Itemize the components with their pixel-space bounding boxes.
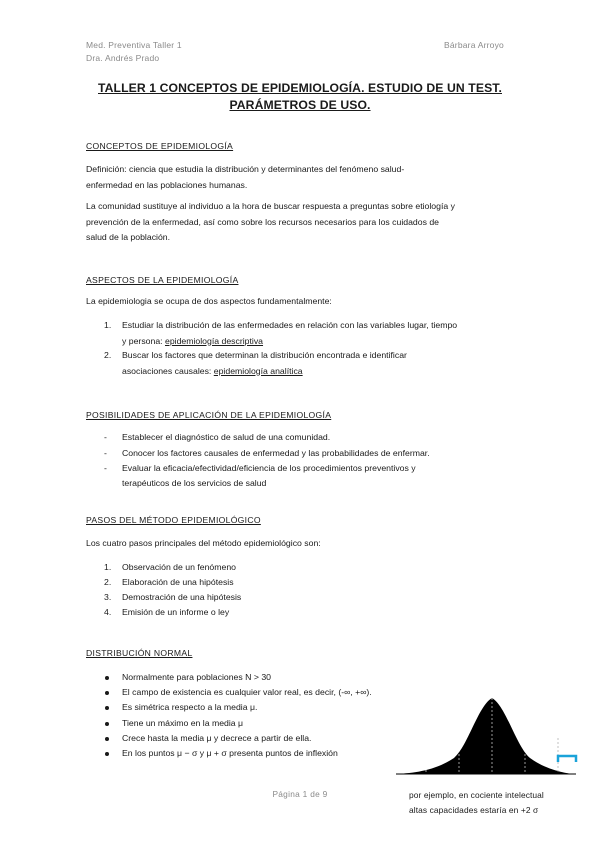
text-line: La comunidad sustituye al individuo a la hora de buscar respuesta a preguntas sobre etiología y	[86, 201, 455, 211]
bullet-dot	[105, 676, 109, 680]
list-item: Demostración de una hipótesis	[122, 592, 242, 602]
bullet-dot	[105, 737, 109, 741]
list-item: El campo de existencia es cualquier valor real, es decir, (-∞, +∞).	[122, 687, 372, 697]
title-line-1: TALLER 1 CONCEPTOS DE EPIDEMIOLOGÍA. ESTUDIO DE UN TEST.	[98, 81, 502, 95]
text-line: salud de la población.	[86, 232, 171, 242]
text-line: altas capacidades estaría en +2 σ	[409, 805, 539, 815]
link-epidemiologia-analitica[interactable]: epidemiología analítica	[213, 365, 303, 376]
section-heading-pasos: PASOS DEL MÉTODO EPIDEMIOLÓGICO	[86, 515, 261, 525]
header-teacher: Dra. Andrés Prado	[86, 53, 160, 63]
dash-marker: -	[104, 432, 107, 442]
list-item	[122, 318, 522, 349]
list-item: Crece hasta la media μ y decrece a partir de ella.	[122, 733, 312, 743]
bell-curve-illustration	[396, 678, 592, 782]
page-number: Página 1 de 9	[272, 789, 328, 799]
text-prefix: asociaciones causales:	[122, 365, 214, 376]
section-heading-conceptos: CONCEPTOS DE EPIDEMIOLOGÍA	[86, 141, 234, 151]
text-line: Estudiar la distribución de las enfermedades en relación con las variables lugar, tiempo	[122, 320, 458, 330]
curve-caption	[409, 788, 544, 818]
list-item: Establecer el diagnóstico de salud de una comunidad.	[122, 432, 331, 442]
text-line	[122, 364, 522, 380]
link-epidemiologia-descriptiva[interactable]: epidemiología descriptiva	[164, 335, 264, 346]
text-line: por ejemplo, en cociente intelectual	[409, 790, 544, 800]
list-item: Conocer los factores causales de enfermedad y las probabilidades de enfermar.	[122, 448, 430, 458]
list-item: Elaboración de una hipótesis	[122, 577, 234, 587]
section-heading-aspectos: ASPECTOS DE LA EPIDEMIOLOGÍA	[86, 275, 239, 285]
list-number: 3.	[104, 592, 112, 602]
bullet-dot	[105, 752, 109, 756]
bell-curve-fill	[396, 698, 572, 774]
definition-paragraph	[86, 162, 518, 193]
section-heading-distribucion-normal: DISTRIBUCIÓN NORMAL	[86, 648, 193, 658]
header-course: Med. Preventiva Taller 1	[86, 40, 182, 50]
dash-marker: -	[104, 463, 107, 473]
list-item: En los puntos μ − σ y μ + σ presenta puntos de inflexión	[122, 748, 338, 758]
list-item: Es simétrica respecto a la media μ.	[122, 702, 258, 712]
list-item: Normalmente para poblaciones N > 30	[122, 672, 271, 682]
list-number: 2.	[104, 350, 112, 360]
community-paragraph	[86, 199, 518, 246]
highlight-bracket	[558, 756, 576, 762]
list-item: Observación de un fenómeno	[122, 562, 236, 572]
text-line: Definición: ciencia que estudia la distribución y determinantes del fenómeno salud-	[86, 164, 405, 174]
text-prefix: y persona:	[122, 335, 165, 346]
bullet-dot	[105, 691, 109, 695]
list-item-continuation: terapéuticos de los servicios de salud	[122, 478, 267, 488]
pasos-intro: Los cuatro pasos principales del método epidemiológico son:	[86, 538, 321, 548]
list-number: 1.	[104, 320, 112, 330]
text-line	[122, 334, 522, 350]
list-number: 2.	[104, 577, 112, 587]
dash-marker: -	[104, 448, 107, 458]
list-item	[122, 348, 522, 379]
bullet-dot	[105, 722, 109, 726]
document-title	[60, 80, 540, 114]
text-line: Buscar los factores que determinan la distribución encontrada e identificar	[122, 350, 407, 360]
list-item: Evaluar la eficacia/efectividad/eficiencia de los procedimientos preventivos y	[122, 463, 416, 473]
list-number: 4.	[104, 607, 112, 617]
section-heading-posibilidades: POSIBILIDADES DE APLICACIÓN DE LA EPIDEMIOLOGÍA	[86, 410, 332, 420]
list-number: 1.	[104, 562, 112, 572]
text-line: prevención de la enfermedad, así como sobre los recursos necesarios para los cuidados de	[86, 216, 440, 227]
list-item: Tiene un máximo en la media μ	[122, 718, 244, 728]
aspectos-intro: La epidemiologia se ocupa de dos aspectos fundamentalmente:	[86, 296, 332, 306]
bullet-dot	[105, 706, 109, 710]
text-line: enfermedad en las poblaciones humanas.	[86, 179, 248, 190]
header-author: Bárbara Arroyo	[444, 40, 504, 50]
list-item: Emisión de un informe o ley	[122, 607, 230, 617]
title-line-2: PARÁMETROS DE USO.	[229, 98, 371, 112]
